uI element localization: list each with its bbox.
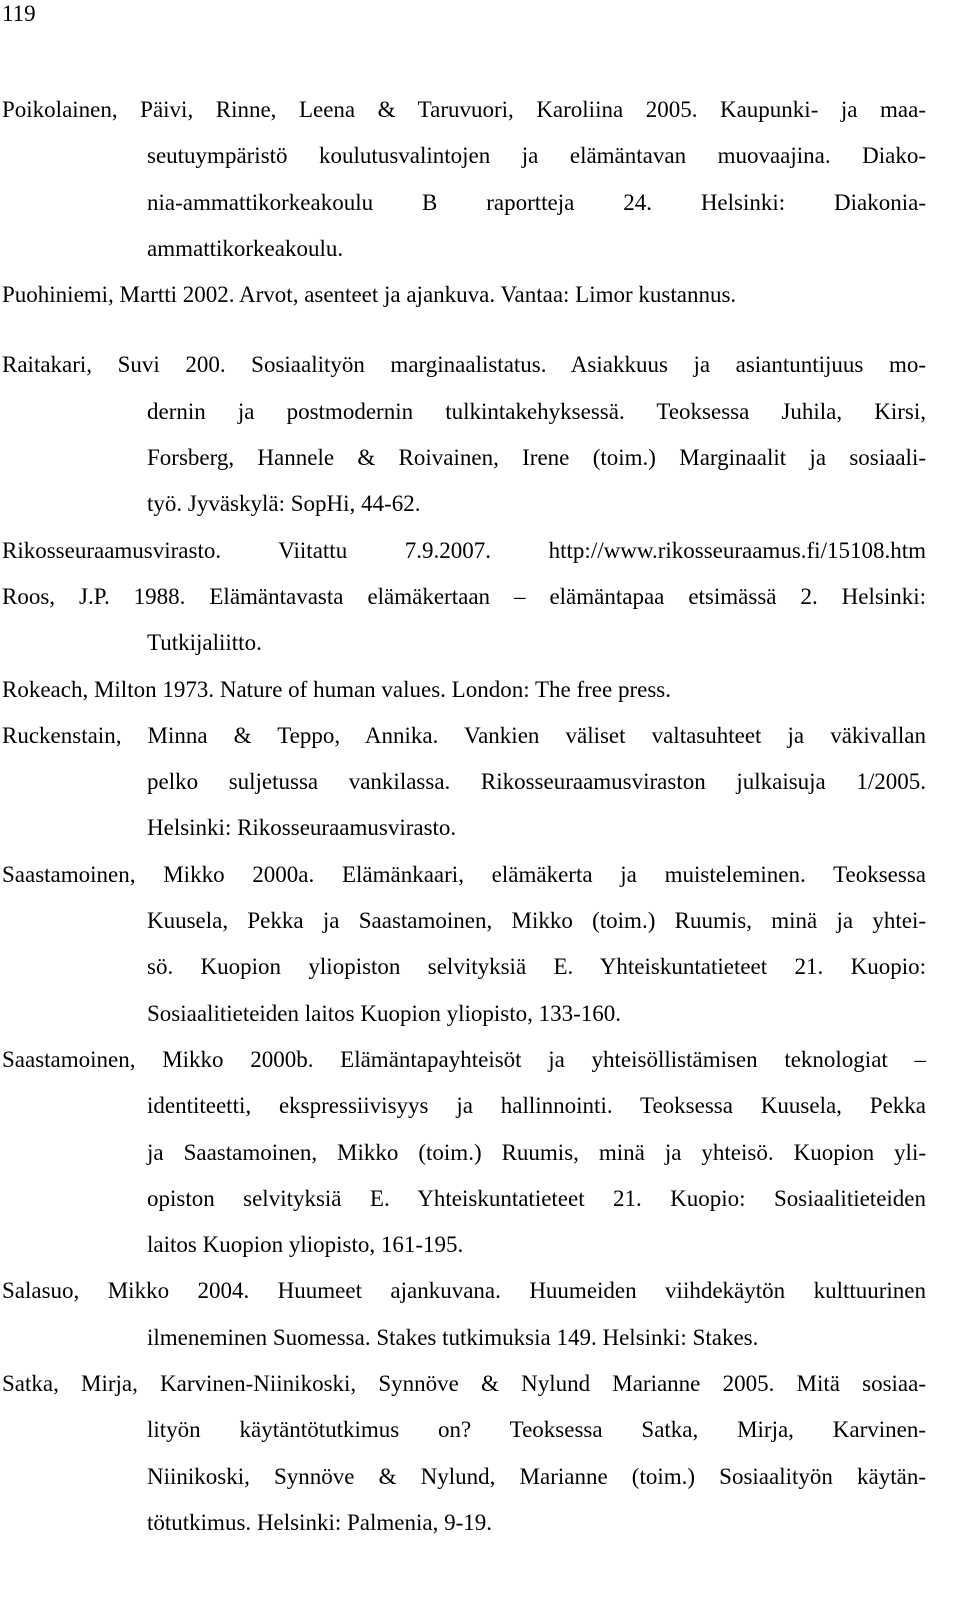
reference-line: Niinikoski, Synnöve & Nylund, Marianne (toim.) Sosiaalityön käytän-	[147, 1463, 926, 1489]
reference-entry	[2, 574, 926, 667]
reference-line: Rikosseuraamusvirasto. Viitattu 7.9.2007. http://www.rikosseuraamus.fi/15108.htm	[2, 537, 926, 563]
reference-line: Ruckenstain, Minna & Teppo, Annika. Vankien väliset valtasuhteet ja väkivallan	[2, 722, 926, 748]
reference-line: työ. Jyväskylä: SopHi, 44-62.	[147, 491, 421, 517]
page-number: 119	[2, 1, 36, 26]
reference-line: dernin ja postmodernin tulkintakehyksessä. Teoksessa Juhila, Kirsi,	[147, 398, 926, 424]
entry-spacer	[2, 318, 926, 342]
reference-line: nia-ammattikorkeakoulu B raportteja 24. Helsinki: Diakonia-	[147, 189, 926, 215]
reference-entry	[2, 1037, 926, 1268]
reference-line: laitos Kuopion yliopisto, 161-195.	[147, 1232, 464, 1258]
reference-line: opiston selvityksiä E. Yhteiskuntatieteet 21. Kuopio: Sosiaalitieteiden	[147, 1185, 926, 1211]
reference-list	[2, 87, 926, 1546]
reference-line: ja Saastamoinen, Mikko (toim.) Ruumis, minä ja yhteisö. Kuopion yli-	[147, 1139, 926, 1165]
reference-line: Helsinki: Rikosseuraamusvirasto.	[147, 815, 457, 841]
reference-line: seutuympäristö koulutusvalintojen ja elämäntavan muovaajina. Diako-	[147, 143, 926, 169]
reference-line: Puohiniemi, Martti 2002. Arvot, asenteet ja ajankuva. Vantaa: Limor kustannus.	[2, 282, 737, 308]
reference-line: lityön käytäntötutkimus on? Teoksessa Satka, Mirja, Karvinen-	[147, 1417, 926, 1443]
reference-line: identiteetti, ekspressiivisyys ja hallinnointi. Teoksessa Kuusela, Pekka	[147, 1093, 926, 1119]
reference-line: pelko suljetussa vankilassa. Rikosseuraamusviraston julkaisuja 1/2005.	[147, 769, 926, 795]
reference-line: sö. Kuopion yliopiston selvityksiä E. Yhteiskuntatieteet 21. Kuopio:	[147, 954, 926, 980]
reference-line: ilmeneminen Suomessa. Stakes tutkimuksia 149. Helsinki: Stakes.	[147, 1324, 759, 1350]
reference-line: Tutkijaliitto.	[147, 630, 262, 656]
reference-entry	[2, 852, 926, 1037]
reference-line: Satka, Mirja, Karvinen-Niinikoski, Synnöve & Nylund Marianne 2005. Mitä sosiaa-	[2, 1371, 926, 1397]
reference-entry	[2, 713, 926, 852]
reference-line: Saastamoinen, Mikko 2000b. Elämäntapayhteisöt ja yhteisöllistämisen teknologiat –	[2, 1046, 926, 1072]
reference-entry	[2, 272, 926, 318]
reference-line: Sosiaalitieteiden laitos Kuopion yliopisto, 133-160.	[147, 1000, 622, 1026]
reference-line: Poikolainen, Päivi, Rinne, Leena & Taruvuori, Karoliina 2005. Kaupunki- ja maa-	[2, 97, 926, 122]
reference-line: Kuusela, Pekka ja Saastamoinen, Mikko (toim.) Ruumis, minä ja yhtei-	[147, 908, 926, 934]
reference-line: Raitakari, Suvi 200. Sosiaalityön marginaalistatus. Asiakkuus ja asiantuntijuus mo-	[2, 352, 926, 378]
reference-line: ammattikorkeakoulu.	[147, 235, 344, 261]
reference-line: Roos, J.P. 1988. Elämäntavasta elämäkertaan – elämäntapaa etsimässä 2. Helsinki:	[2, 583, 926, 609]
reference-entry	[2, 1268, 926, 1361]
reference-entry	[2, 667, 926, 713]
reference-entry	[2, 528, 926, 574]
reference-line: Salasuo, Mikko 2004. Huumeet ajankuvana. Huumeiden viihdekäytön kulttuurinen	[2, 1278, 926, 1304]
reference-entry	[2, 87, 926, 272]
reference-line: tötutkimus. Helsinki: Palmenia, 9-19.	[147, 1509, 492, 1535]
reference-entry	[2, 1361, 926, 1546]
reference-line: Forsberg, Hannele & Roivainen, Irene (toim.) Marginaalit ja sosiaali-	[147, 445, 926, 471]
reference-entry	[2, 342, 926, 527]
reference-line: Rokeach, Milton 1973. Nature of human values. London: The free press.	[2, 676, 671, 702]
reference-line: Saastamoinen, Mikko 2000a. Elämänkaari, elämäkerta ja muisteleminen. Teoksessa	[2, 861, 926, 887]
